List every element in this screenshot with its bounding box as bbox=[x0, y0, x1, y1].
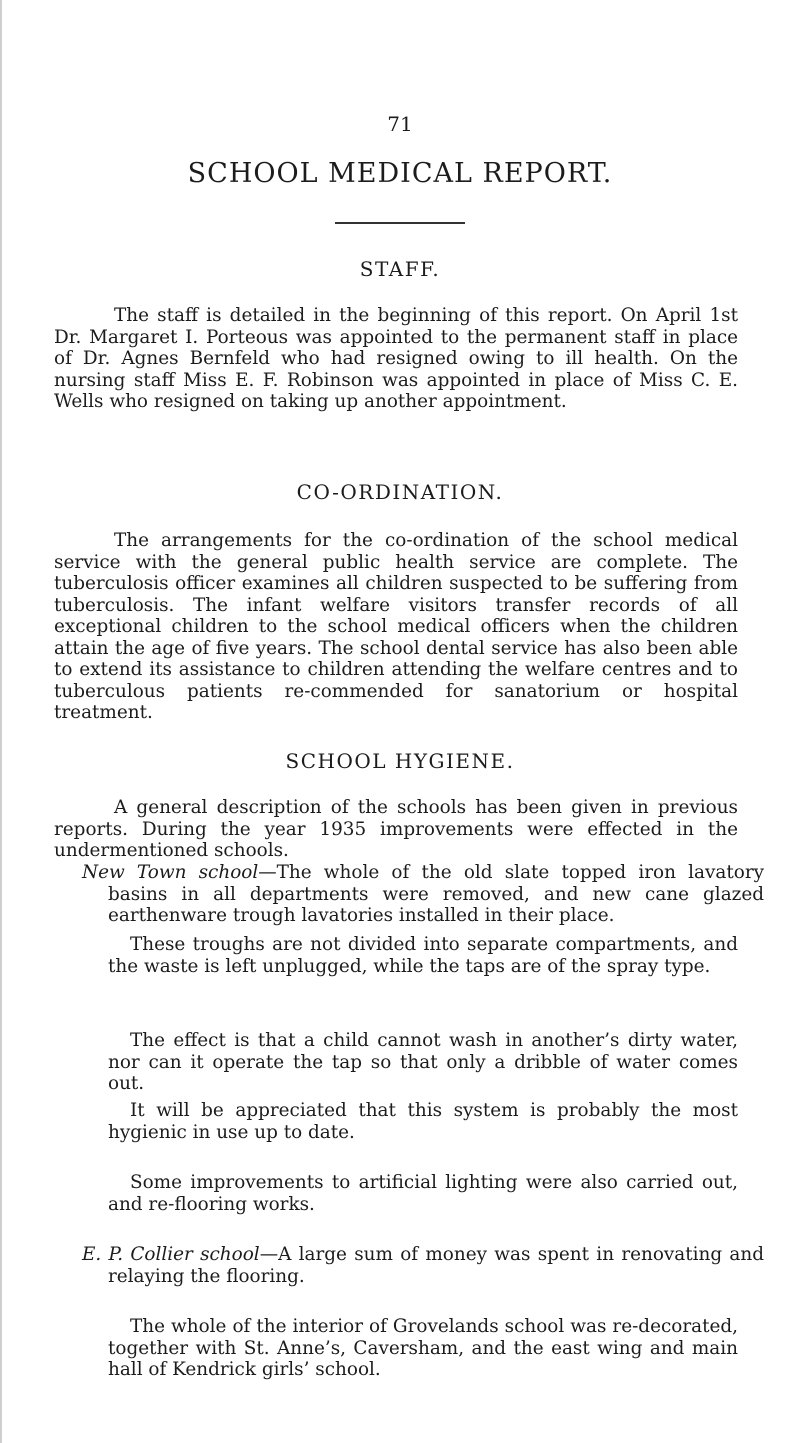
new-town-school-paragraph bbox=[82, 862, 764, 927]
grovelands-paragraph: The whole of the interior of Grovelands school was re-decorated, together with St. Anne’s, Caversham, and the east wing and main hall of Kendrick girls’ school. bbox=[108, 1316, 738, 1380]
lighting-paragraph: Some improvements to artificial lighting were also carried out, and re-flooring works. bbox=[108, 1172, 738, 1215]
new-town-school-label: New Town school bbox=[82, 862, 259, 883]
troughs-paragraph: These troughs are not divided into separate compartments, and the waste is left unplugged, while the taps are of the spray type. bbox=[108, 934, 738, 977]
new-town-school-text: —The whole of the old slate topped iron lavatory basins in all departments were removed, and new cane glazed earthenware trough lavatories installed in their place. bbox=[108, 862, 764, 926]
hygiene-intro-paragraph: A general description of the schools has been given in previous reports. During the year 1935 improvements were effected in the undermentioned schools. bbox=[54, 797, 738, 861]
heading-coordination: CO-ORDINATION. bbox=[296, 480, 504, 504]
page-title: SCHOOL MEDICAL REPORT. bbox=[187, 158, 613, 189]
page-number: 71 bbox=[387, 112, 413, 136]
title-divider bbox=[335, 222, 465, 224]
staff-paragraph: The staff is detailed in the beginning of this report. On April 1st Dr. Margaret I. Porteous was appointed to the permanent staff in place of Dr. Agnes Bernfeld who had resigned owing to ill health. On the nursing staff Miss E. F. Robinson was appointed in place of Miss C. E. Wells who resigned on taking up another appointment. bbox=[54, 305, 738, 412]
collier-school-label: E. P. Collier school bbox=[82, 1244, 260, 1265]
hygienic-paragraph: It will be appreciated that this system is probably the most hygienic in use up to date. bbox=[108, 1100, 738, 1143]
coordination-paragraph: The arrangements for the co-ordination of the school medical service with the general public health service are complete. The tuberculosis officer examines all children suspected to be suffering from tuberculosis. The infant welfare visitors transfer records of all exceptional children to the school medical officers when the children attain the age of five years. The school dental service has also been able to extend its assistance to children attending the welfare centres and to tuberculous patients re-commended for sanatorium or hospital treatment. bbox=[54, 530, 738, 723]
collier-school-text: —A large sum of money was spent in renovating and relaying the flooring. bbox=[108, 1244, 765, 1287]
heading-school-hygiene: SCHOOL HYGIENE. bbox=[285, 749, 515, 773]
effect-paragraph: The effect is that a child cannot wash in another’s dirty water, nor can it operate the tap so that only a dribble of water comes out. bbox=[108, 1030, 738, 1094]
page-edge bbox=[0, 0, 2, 1443]
collier-school-paragraph bbox=[82, 1244, 764, 1287]
heading-staff: STAFF. bbox=[359, 257, 441, 281]
